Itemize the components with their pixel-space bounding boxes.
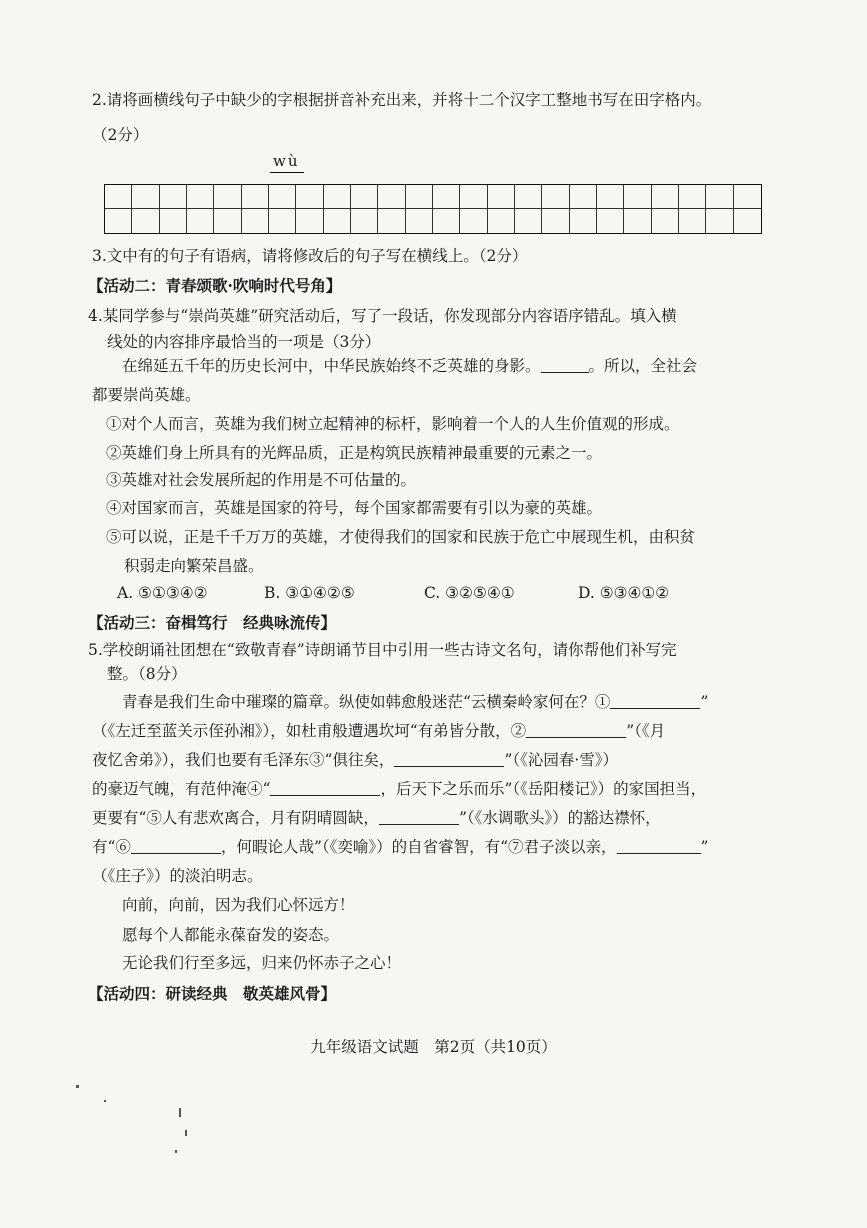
grid-cell[interactable] xyxy=(515,185,542,209)
grid-cell[interactable] xyxy=(406,209,433,233)
grid-cell[interactable] xyxy=(187,185,214,209)
grid-cell[interactable] xyxy=(460,185,487,209)
q5-para-line2 xyxy=(92,721,777,741)
q5-text: ”（《水调歌头》）的豁达襟怀， xyxy=(458,809,661,827)
grid-cell[interactable] xyxy=(488,185,515,209)
q2-prompt: 2.请将画横线句子中缺少的字根据拼音补充出来，并将十二个汉字工整地书写在田字格内。 xyxy=(92,91,712,109)
grid-cell[interactable] xyxy=(406,185,433,209)
scan-speck xyxy=(179,1108,181,1117)
q2-score: （2分） xyxy=(92,126,149,144)
q5-prompt-line1: 5.学校朗诵社团想在“致敬青春”诗朗诵节目中引用一些古诗文名句，请你帮他们补写完 xyxy=(88,641,677,659)
scan-speck xyxy=(76,1085,79,1088)
q4-item-4: ④对国家而言，英雄是国家的符号，每个国家都需要有引以为豪的英雄。 xyxy=(106,499,603,517)
q5-text: ”（《沁园春·雪》） xyxy=(504,751,619,769)
q4-item-3: ③英雄对社会发展所起的作用是不可估量的。 xyxy=(106,471,417,489)
pinyin-underline xyxy=(270,172,304,173)
q4-item-5-line1: ⑤可以说，正是千千万万的英雄，才使得我们的国家和民族于危亡中展现生机，由积贫 xyxy=(106,528,696,546)
grid-cell[interactable] xyxy=(378,185,405,209)
grid-cell[interactable] xyxy=(269,209,296,233)
activity2-title: 【活动二：青春颂歌·吹响时代号角】 xyxy=(88,276,342,295)
grid-cell[interactable] xyxy=(433,185,460,209)
q5-text: 青春是我们生命中璀璨的篇章。纵使如韩愈般迷茫“云横秦岭家何在？① xyxy=(122,693,611,711)
tianzige-grid[interactable] xyxy=(104,184,762,234)
grid-cell[interactable] xyxy=(242,209,269,233)
q4-paragraph-line2: 都要崇尚英雄。 xyxy=(92,386,201,404)
activity4-title: 【活动四：研读经典 敬英雄风骨】 xyxy=(88,984,337,1003)
grid-cell[interactable] xyxy=(160,209,187,233)
q5-text: （《左迁至蓝关示侄孙湘》），如杜甫般遭遇坎坷“有弟皆分散，② xyxy=(92,722,527,740)
q5-blank-4[interactable] xyxy=(270,779,380,796)
q4-item-1: ①对个人而言，英雄为我们树立起精神的标杆，影响着一个人的人生价值观的形成。 xyxy=(106,415,680,433)
grid-cell[interactable] xyxy=(542,209,569,233)
q3-prompt: 3.文中有的句子有语病，请将修改后的句子写在横线上。（2分） xyxy=(92,247,528,265)
q5-blank-1[interactable] xyxy=(610,692,700,709)
q5-text: 夜忆舍弟》），我们也要有毛泽东③“俱往矣， xyxy=(92,751,395,769)
grid-cell[interactable] xyxy=(351,209,378,233)
q5-blank-5[interactable] xyxy=(379,808,459,825)
grid-cell[interactable] xyxy=(679,209,706,233)
q5-para-line7: （《庄子》）的淡泊明志。 xyxy=(92,867,263,885)
scan-speck xyxy=(185,1130,187,1136)
q5-text: ” xyxy=(700,693,709,711)
q5-para-line3 xyxy=(92,750,777,770)
q4-option-c[interactable]: C. ③②⑤④① xyxy=(424,584,515,602)
grid-cell[interactable] xyxy=(679,185,706,209)
grid-cell[interactable] xyxy=(105,209,132,233)
q4-prompt-line1: 4.某同学参与“崇尚英雄”研究活动后，写了一段话，你发现部分内容语序错乱。填入横 xyxy=(88,307,677,325)
q5-para-line5 xyxy=(92,808,777,828)
q4-answer-blank[interactable] xyxy=(541,356,589,373)
q5-para-line10: 无论我们行至多远，归来仍怀赤子之心！ xyxy=(122,954,402,972)
grid-cell[interactable] xyxy=(597,185,624,209)
grid-cell[interactable] xyxy=(132,185,159,209)
grid-cell[interactable] xyxy=(160,185,187,209)
grid-cell[interactable] xyxy=(706,185,733,209)
grid-cell[interactable] xyxy=(132,209,159,233)
grid-cell[interactable] xyxy=(542,185,569,209)
q5-blank-7[interactable] xyxy=(617,837,701,854)
q4-paragraph-line1 xyxy=(122,356,777,376)
q4-item-2: ②英雄们身上所具有的光辉品质，正是构筑民族精神最重要的元素之一。 xyxy=(106,444,603,462)
q5-blank-6[interactable] xyxy=(131,837,221,854)
q5-prompt-line2: 整。（8分） xyxy=(107,665,187,683)
q5-para-line8: 向前，向前，因为我们心怀远方！ xyxy=(122,896,355,914)
q4-para-text-b: 。所以，全社会 xyxy=(588,357,698,375)
activity3-title: 【活动三：奋楫笃行 经典咏流传】 xyxy=(88,613,337,632)
grid-cell[interactable] xyxy=(351,185,378,209)
grid-cell[interactable] xyxy=(269,185,296,209)
grid-cell[interactable] xyxy=(460,209,487,233)
q5-text: 的豪迈气魄，有范仲淹④“ xyxy=(92,780,271,798)
q5-para-line1 xyxy=(122,692,777,712)
grid-cell[interactable] xyxy=(488,209,515,233)
q4-prompt-line2: 线处的内容排序最恰当的一项是（3分） xyxy=(107,333,381,351)
q5-text: ” xyxy=(700,838,709,856)
grid-cell[interactable] xyxy=(624,185,651,209)
grid-cell[interactable] xyxy=(187,209,214,233)
grid-cell[interactable] xyxy=(296,185,323,209)
grid-cell[interactable] xyxy=(597,209,624,233)
q5-text: ，何暇论人哉”（《奕喻》）的自省睿智，有“⑦君子淡以亲， xyxy=(220,838,617,856)
grid-cell[interactable] xyxy=(652,209,679,233)
grid-cell[interactable] xyxy=(105,185,132,209)
q5-text: ，后天下之乐而乐”（《岳阳楼记》）的家国担当， xyxy=(380,780,707,798)
grid-cell[interactable] xyxy=(624,209,651,233)
q5-blank-3[interactable] xyxy=(394,750,504,767)
scan-speck xyxy=(104,1100,106,1102)
q5-text: ”（《月 xyxy=(626,722,666,740)
grid-cell[interactable] xyxy=(734,185,761,209)
grid-cell[interactable] xyxy=(570,209,597,233)
grid-cell[interactable] xyxy=(242,185,269,209)
q4-para-text-a: 在绵延五千年的历史长河中，中华民族始终不乏英雄的身影。 xyxy=(122,357,541,375)
q4-option-b[interactable]: B. ③①④②⑤ xyxy=(264,584,355,602)
q5-para-line9: 愿每个人都能永葆奋发的姿态。 xyxy=(122,926,340,944)
grid-cell[interactable] xyxy=(433,209,460,233)
q5-para-line6 xyxy=(92,837,777,857)
q4-option-a[interactable]: A. ⑤①③④② xyxy=(117,584,208,602)
q5-text: 更要有“⑤人有悲欢离合，月有阴晴圆缺， xyxy=(92,809,379,827)
grid-cell[interactable] xyxy=(296,209,323,233)
q5-para-line4 xyxy=(92,779,777,799)
pinyin-hint: wù xyxy=(273,152,300,170)
q4-option-d[interactable]: D. ⑤③④①② xyxy=(578,584,670,602)
grid-cell[interactable] xyxy=(652,185,679,209)
q5-blank-2[interactable] xyxy=(526,721,626,738)
grid-cell[interactable] xyxy=(570,185,597,209)
page-footer: 九年级语文试题 第2页（共10页） xyxy=(310,1038,557,1056)
grid-cell[interactable] xyxy=(324,209,351,233)
grid-cell[interactable] xyxy=(214,185,241,209)
q4-options xyxy=(0,584,867,606)
grid-cell[interactable] xyxy=(324,185,351,209)
grid-cell[interactable] xyxy=(706,209,733,233)
grid-cell[interactable] xyxy=(734,209,761,233)
q4-item-5-line2: 积弱走向繁荣昌盛。 xyxy=(124,557,264,575)
grid-cell[interactable] xyxy=(214,209,241,233)
grid-cell[interactable] xyxy=(378,209,405,233)
grid-cell[interactable] xyxy=(515,209,542,233)
q5-text: 有“⑥ xyxy=(92,838,131,856)
scan-speck xyxy=(175,1150,177,1153)
